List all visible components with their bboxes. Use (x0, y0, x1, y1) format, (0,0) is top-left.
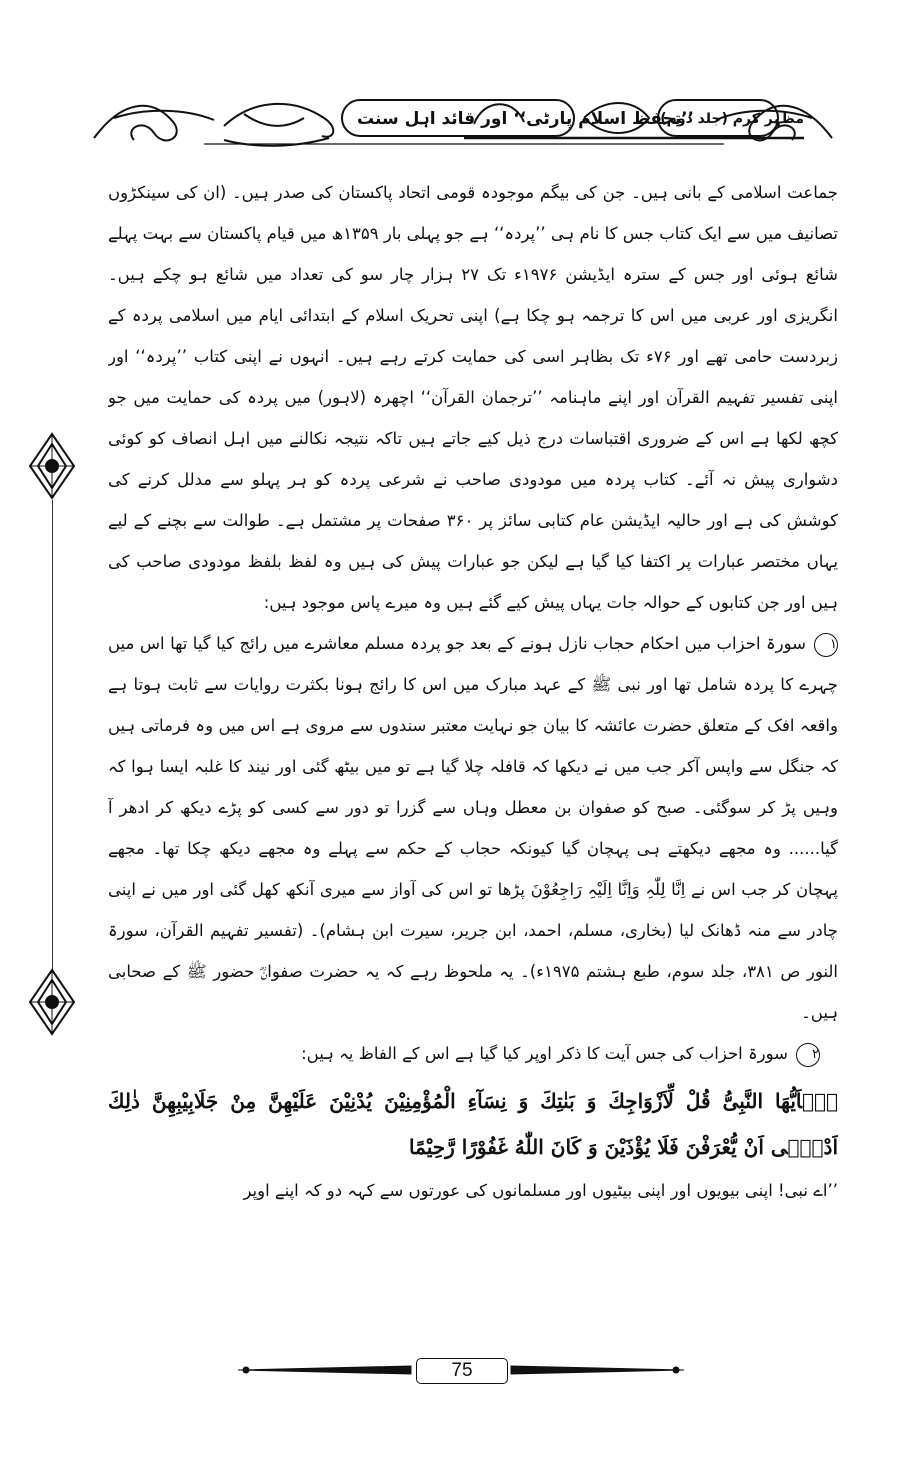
quran-verse: یٰۤاَیُّهَا النَّبِیُّ قُلْ لِّاَزْوَاجِكَ وَ بَنٰتِكَ وَ نِسَآءِ الْمُؤْمِنِیْنَ یُدْنِیْنَ عَلَیْهِنَّ مِنْ جَلَابِیْبِهِنَّ ذٰلِكَ اَدْنٰۤى اَنْ یُّعْرَفْنَ فَلَا یُؤْذَیْنَ وَ كَانَ اللّٰهُ غَفُوْرًا رَّحِیْمًا (108, 1089, 838, 1159)
translation-paragraph: ’’اے نبی! اپنی بیویوں اور اپنی بیٹیوں اور مسلمانوں کی عورتوں سے کہہ دو کہ اپنے اوپر (243, 1181, 838, 1200)
paragraph-1-text: سورۃ احزاب میں احکام حجاب نازل ہونے کے بعد جو پردہ مسلم معاشرے میں رائج کیا گیا تھا اس میں چہرے کا پردہ شامل تھا اور نبی ﷺ کے عہد مبارک میں اس کا رائج ہونا بکثرت روایات سے ثابت ہوتا ہے واقعہ افک کے متعلق حضرت عائشہ کا بیان جو نہایت معتبر سندوں سے مروی ہے اس میں وہ فرماتی ہیں کہ جنگل سے واپس آکر جب میں نے دیکھا کہ قافلہ چلا گیا ہے تو میں بیٹھ گئی اور نیند کا غلبہ ایسا ہوا کہ وہیں پڑ کر سوگئی۔ صبح کو صفوان بن معطل وہاں سے گزرا تو دور سے کسی کو پڑے دیکھ کر ادھر آ گیا...... وہ مجھے دیکھتے ہی پہچان گیا کیونکہ حجاب کے حکم سے پہلے وہ مجھے دیکھ چکا تھا۔ مجھے پہچان کر جب اس نے اِنَّا لِلّٰہِ وَاِنَّا اِلَیْہِ رَاجِعُوْنَ پڑھا تو اس کی آواز سے میری آنکھ کھل گئی اور میں نے اپنی چادر سے منہ ڈھانک لیا (بخاری، مسلم، احمد، ابن جریر، سیرت ابن ہشام)۔ (تفسیر تفہیم القرآن، سورۃ النور ص ۳۸۱، جلد سوم، طبع ہشتم ۱۹۷۵ء)۔ یہ ملحوظ رہے کہ یہ حضرت صفوانؓ حضور ﷺ کے صحابی ہیں۔ (108, 634, 838, 1022)
margin-divider-line (52, 500, 53, 970)
page-header (84, 78, 842, 162)
paragraph-intro: جماعت اسلامی کے بانی ہیں۔ جن کی بیگم موجودہ قومی اتحاد پاکستان کی صدر ہیں۔ (ان کی سینکڑوں تصانیف میں سے ایک کتاب جس کا نام ہی ’’پردہ‘‘ ہے جو پہلی بار ۱۳۵۹ھ میں قیام پاکستان سے بہت پہلے شائع ہوئی اور جس کے سترہ ایڈیشن ۱۹۷۶ء تک ۲۷ ہزار چار سو کی تعداد میں شائع ہو چکے ہیں۔ انگریزی اور عربی میں اس کا ترجمہ ہو چکا ہے) اپنی تحریک اسلام کے ابتدائی ایام میں اسلامی پردہ کے زبردست حامی تھے اور ۷۶ء تک بظاہر اسی کی حمایت کرتے رہے ہیں۔ انہوں نے اپنی کتاب ’’پردہ‘‘ اور اپنی تفسیر تفہیم القرآن اور اپنے ماہنامہ ’’ترجمان القرآن‘‘ اچھرہ (لاہور) میں پردہ کی حمایت میں جو کچھ لکھا ہے اس کے ضروری اقتباسات درج ذیل کیے جاتے ہیں تاکہ نتیجہ نکالنے میں اہل انصاف کو کوئی دشواری پیش نہ آئے۔ کتاب پردہ میں مودودی صاحب نے شرعی پردہ کو ہر پہلو سے مدلل کرنے کی کوشش کی ہے اور حالیہ ایڈیشن عام کتابی سائز پر ۳۶۰ صفحات پر مشتمل ہے۔ طوالت سے بچنے کے لیے یہاں مختصر عبارات پر اکتفا کیا گیا ہے لیکن جو عبارات پیش کی ہیں وہ لفظ بلفظ مودودی صاحب کی ہیں اور جن کتابوں کے حوالہ جات یہاں پیش کیے گئے ہیں وہ میرے پاس موجود ہیں: (108, 183, 838, 612)
paragraph-2-text: سورۃ احزاب کی جس آیت کا ذکر اوپر کیا گیا ہے اس کے الفاظ یہ ہیں: (301, 1044, 788, 1063)
paragraph-2 (108, 1033, 838, 1074)
paragraph-number-badge: ۲ (796, 1043, 820, 1067)
page-number: 75 (416, 1358, 508, 1384)
header-book-title: مظہر کرم (جلد دوم) (660, 111, 804, 127)
margin-ornament-bottom-icon (26, 968, 78, 1036)
margin-ornament-top-icon (26, 432, 78, 500)
paragraph-number-badge: ۱ (814, 633, 838, 657)
page-footer (236, 1350, 686, 1390)
paragraph-1 (108, 623, 838, 1033)
header-title: ’’تحفظ اسلام پارٹی‘‘ اور قائد اہل سنت (357, 109, 694, 129)
page-body (108, 172, 838, 1357)
